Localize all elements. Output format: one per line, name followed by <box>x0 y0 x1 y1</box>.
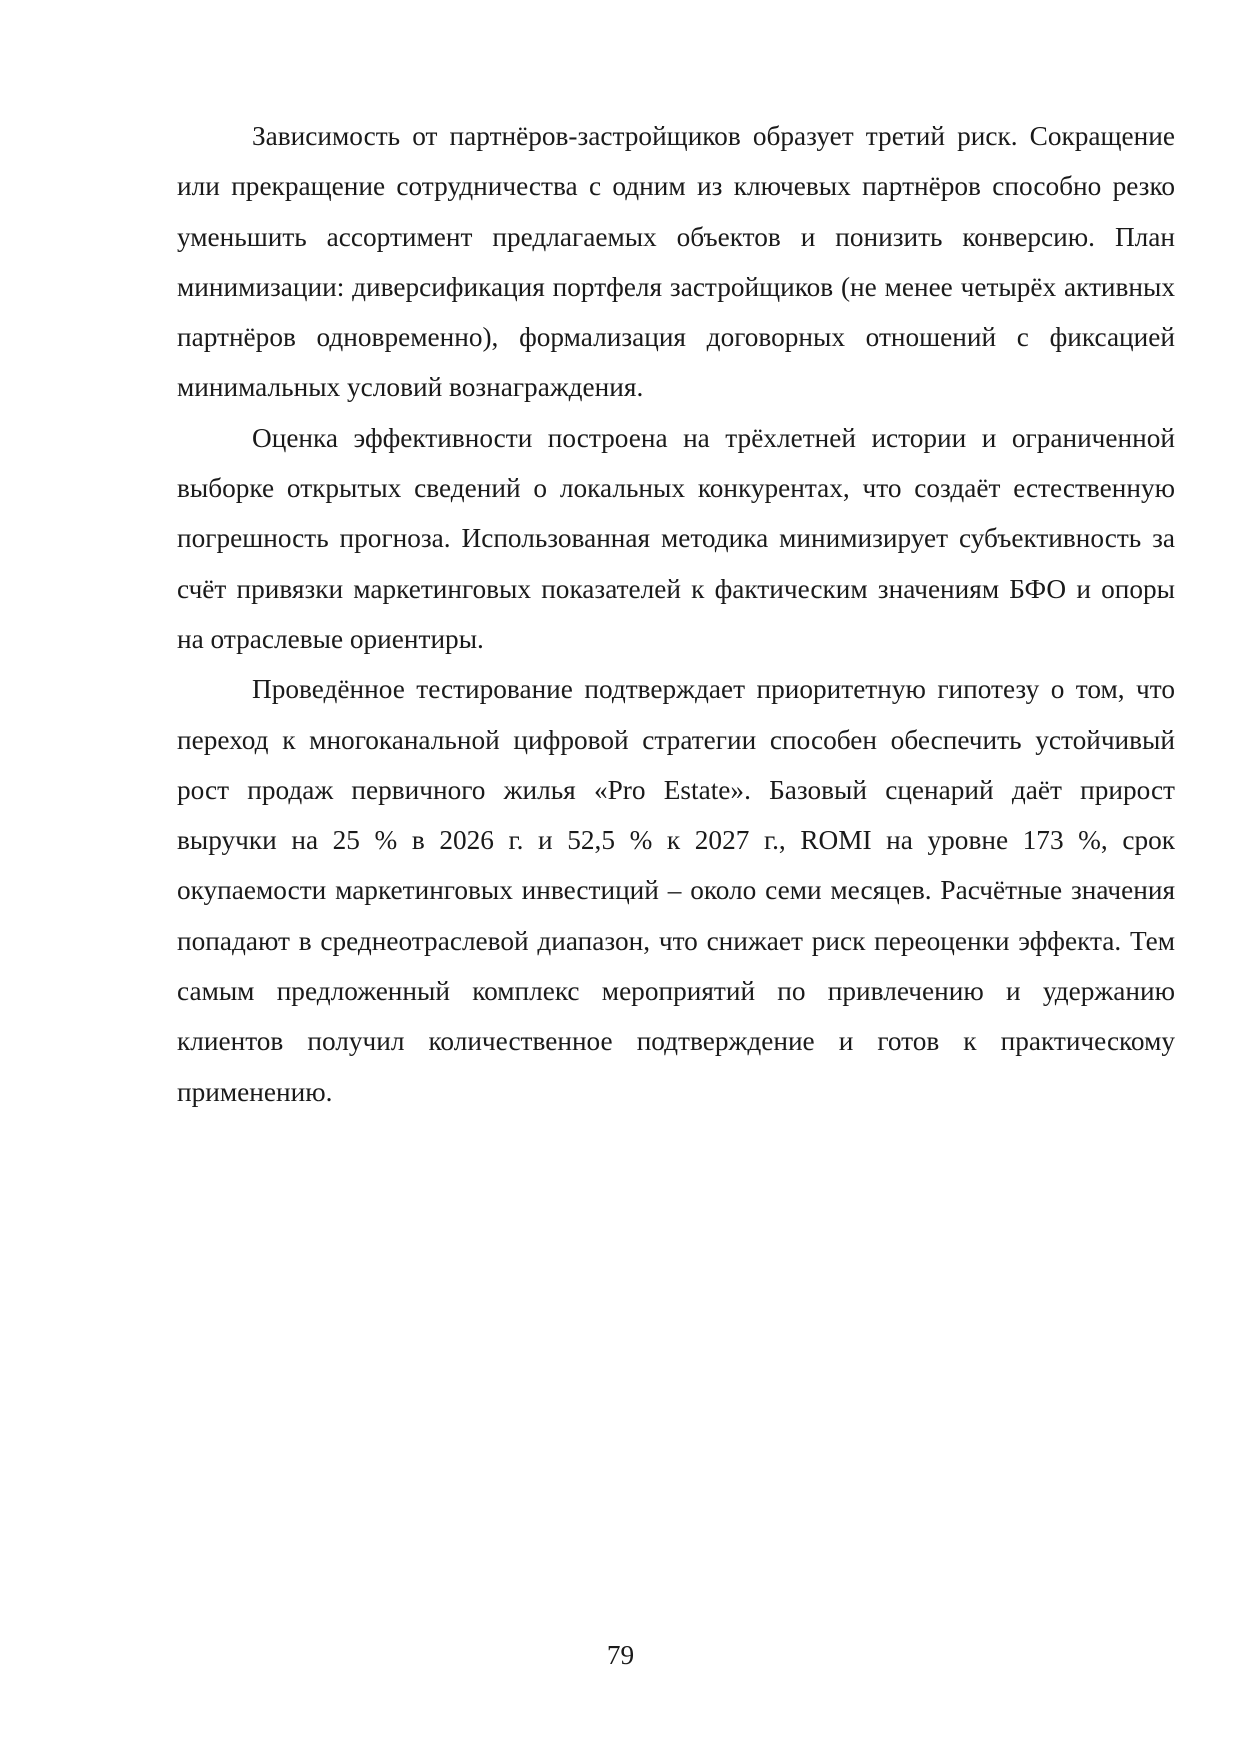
page-number: 79 <box>606 1640 635 1670</box>
paragraph-partner-risk: Зависимость от партнёров-застройщиков образует третий риск. Сокращение или прекращение сотрудничества с одним из ключевых партнёров способно резко уменьшить ассортимент предлагаемых объектов и понизить конверсию. План минимизации: диверсификация портфеля застройщиков (не менее четырёх активных партнёров одновременно), формализация договорных отношений с фиксацией минимальных условий вознаграждения. <box>177 121 1175 403</box>
paragraph-assessment-limitations: Оценка эффективности построена на трёхлетней истории и ограниченной выборке открытых сведений о локальных конкурентах, что создаёт естественную погрешность прогноза. Использованная методика минимизирует субъективность за счёт привязки маркетинговых показателей к фактическим значениям БФО и опоры на отраслевые ориентиры. <box>177 422 1175 654</box>
paragraph-testing-conclusion: Проведённое тестирование подтверждает приоритетную гипотезу о том, что переход к многоканальной цифровой стратегии способен обеспечить устойчивый рост продаж первичного жилья «Pro Estate». Базовый сценарий даёт прирост выручки на 25 % в 2026 г. и 52,5 % к 2027 г., ROMI на уровне 173 %, срок окупаемости маркетинговых инвестиций – около семи месяцев. Расчётные значения попадают в среднеотраслевой диапазон, что снижает риск переоценки эффекта. Тем самым предложенный комплекс мероприятий по привлечению и удержанию клиентов получил количественное подтверждение и готов к практическому применению. <box>177 674 1175 1107</box>
page-body <box>177 111 1175 1117</box>
